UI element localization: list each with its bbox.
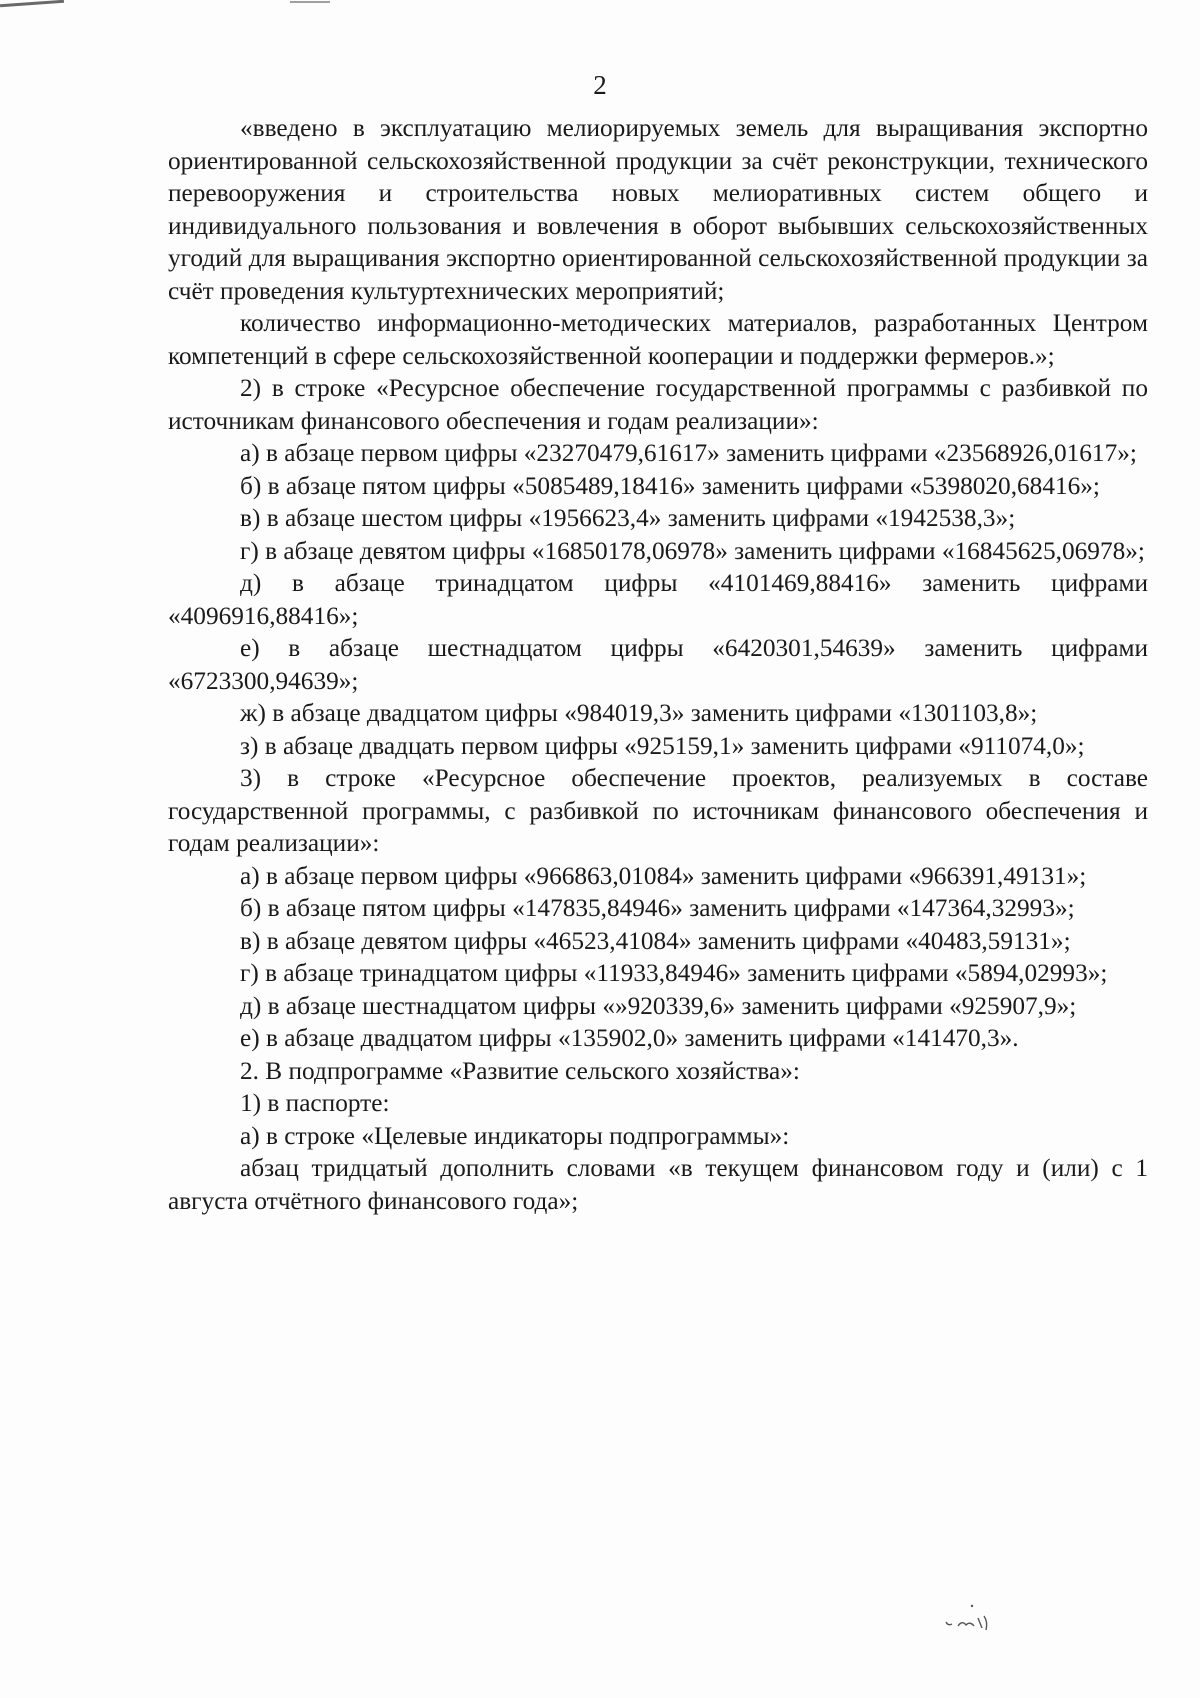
paragraph: в) в абзаце девятом цифры «46523,41084» заменить цифрами «40483,59131»; [240,926,1071,955]
paragraph: е) в абзаце шестнадцатом цифры «6420301,54639» заменить цифрами «6723300,94639»; [168,634,1148,695]
paragraph: 1) в паспорте: [240,1089,390,1117]
document-body [168,112,1148,1217]
paragraph: в) в абзаце шестом цифры «1956623,4» заменить цифрами «1942538,3»; [240,504,1016,532]
paragraph: а) в абзаце первом цифры «23270479,61617» заменить цифрами «23568926,01617»; [240,439,1137,467]
scan-corner-mark [0,0,64,7]
paragraph: е) в абзаце двадцатом цифры «135902,0» заменить цифрами «141470,3». [240,1024,1019,1052]
paragraph: з) в абзаце двадцать первом цифры «925159,1» заменить цифрами «911074,0»; [240,731,1085,760]
paragraph: количество информационно-методических материалов, разработанных Центром компетенций в сфере сельскохозяйственной кооперации и поддержки фермеров.»; [168,309,1148,370]
paragraph: б) в абзаце пятом цифры «5085489,18416» заменить цифрами «5398020,68416»; [240,471,1100,500]
page-number: 2 [593,70,607,100]
paragraph: г) в абзаце тринадцатом цифры «11933,84946» заменить цифрами «5894,02993»; [240,959,1108,987]
scan-top-mark [290,1,330,3]
paragraph: а) в строке «Целевые индикаторы подпрограммы»: [240,1121,790,1150]
paragraph: 2) в строке «Ресурсное обеспечение государственной программы с разбивкой по источникам финансового обеспечения и годам реализации»: [168,374,1148,435]
paragraph: 2. В подпрограмме «Развитие сельского хозяйства»: [240,1056,800,1085]
paragraph: ж) в абзаце двадцатом цифры «984019,3» заменить цифрами «1301103,8»; [240,699,1038,727]
paragraph: д) в абзаце шестнадцатом цифры «»920339,6» заменить цифрами «925907,9»; [240,991,1077,1020]
paragraph: абзац тридцатый дополнить словами «в текущем финансовом году и (или) с 1 августа отчётного финансового года»; [168,1154,1148,1215]
paragraph: «введено в эксплуатацию мелиорируемых земель для выращивания экспортно ориентированной сельскохозяйственной продукции за счёт реконструкции, технического перевооружения и строительства новых мелиоративных систем общего и индивидуального пользования и вовлечения в оборот выбывших сельскохозяйственных угодий для выращивания экспортно ориентированной сельскохозяйственной продукции за счёт проведения культуртехнических мероприятий; [168,114,1148,305]
handwritten-mark [940,1600,1010,1640]
paragraph: г) в абзаце девятом цифры «16850178,06978» заменить цифрами «16845625,06978»; [240,536,1145,565]
paragraph: д) в абзаце тринадцатом цифры «4101469,88416» заменить цифрами «4096916,88416»; [168,569,1148,630]
paragraph: 3) в строке «Ресурсное обеспечение проектов, реализуемых в составе государственной программы, с разбивкой по источникам финансового обеспечения и годам реализации»: [168,764,1148,857]
paragraph: а) в абзаце первом цифры «966863,01084» заменить цифрами «966391,49131»; [240,861,1087,890]
paragraph: б) в абзаце пятом цифры «147835,84946» заменить цифрами «147364,32993»; [240,894,1075,922]
